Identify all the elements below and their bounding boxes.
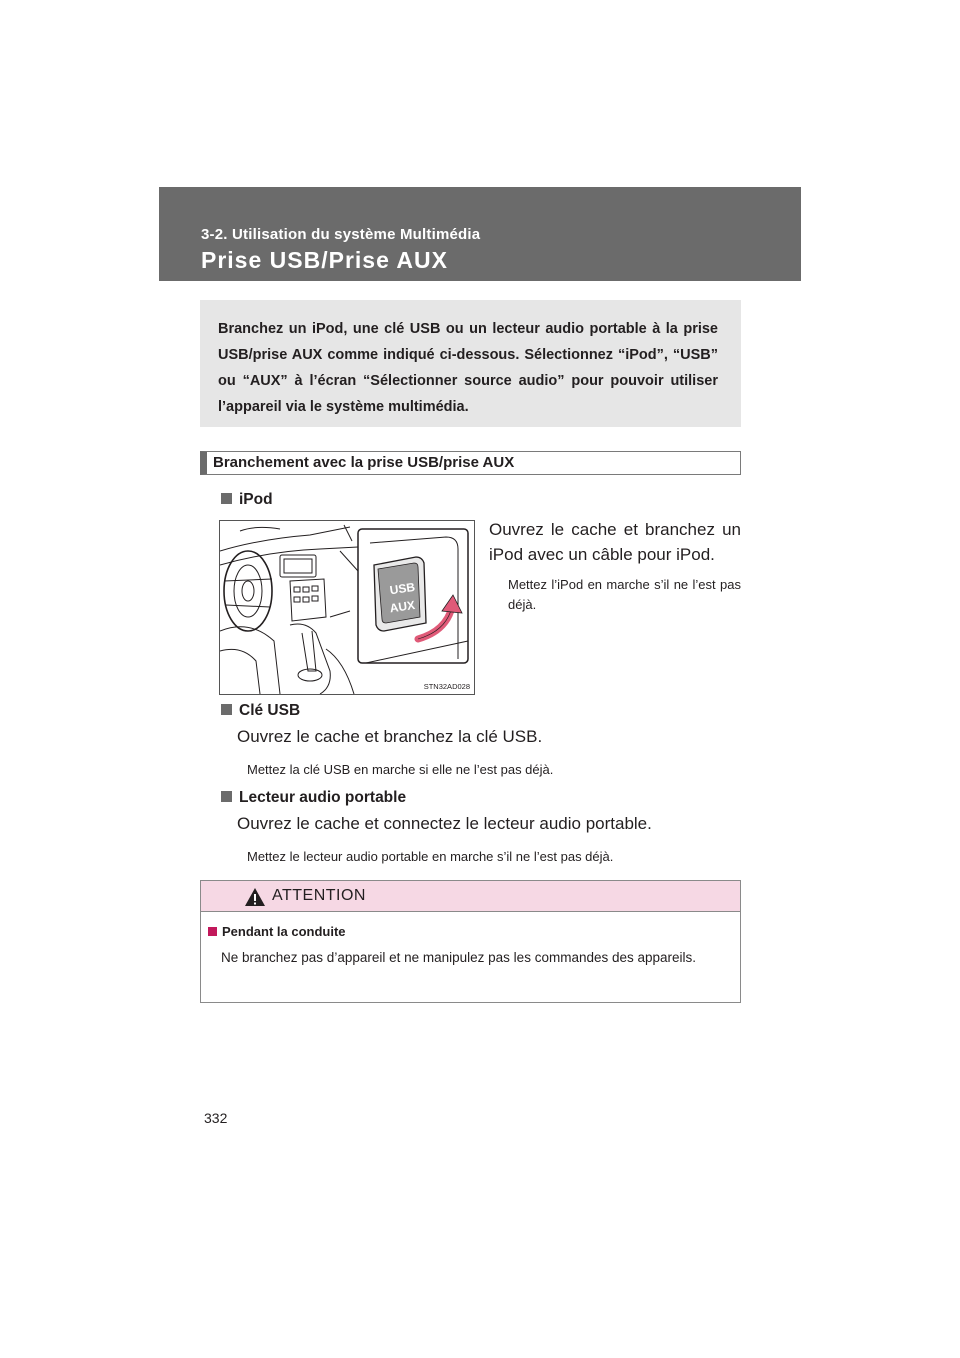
usb-heading xyxy=(221,702,300,720)
bullet-square-icon xyxy=(208,927,217,936)
portable-instruction: Ouvrez le cache et connectez le lecteur audio portable. xyxy=(237,814,652,833)
ipod-note: Mettez l’iPod en marche s’il ne l’est pas déjà. xyxy=(508,577,741,612)
aux-port-label: AUX xyxy=(388,597,416,616)
illustration-code: STN32AD028 xyxy=(423,682,470,691)
bullet-square-icon xyxy=(221,704,232,715)
ipod-instruction: Ouvrez le cache et branchez un iPod avec un câble pour iPod. xyxy=(489,520,741,564)
section-label: 3-2. Utilisation du système Multimédia xyxy=(201,226,481,243)
header-band xyxy=(159,187,801,281)
dashboard-usb-port-drawing xyxy=(220,521,474,694)
attention-text: Ne branchez pas d’appareil et ne manipulez pas les commandes des appareils. xyxy=(221,950,697,965)
page-title: Prise USB/Prise AUX xyxy=(201,247,448,273)
usb-note: Mettez la clé USB en marche si elle ne l’est pas déjà. xyxy=(247,762,554,777)
subsection-heading-text: Branchement avec la prise USB/prise AUX xyxy=(213,454,515,471)
warning-triangle-icon xyxy=(244,887,266,907)
bullet-square-icon xyxy=(221,791,232,802)
intro-box xyxy=(200,300,741,427)
subsection-heading xyxy=(200,451,741,475)
attention-title: ATTENTION xyxy=(272,887,366,904)
attention-header xyxy=(201,881,740,912)
portable-heading-text: Lecteur audio portable xyxy=(239,789,407,806)
ipod-heading xyxy=(221,491,273,509)
dashboard-illustration xyxy=(219,520,475,695)
usb-heading-text: Clé USB xyxy=(239,702,301,719)
attention-box xyxy=(200,880,741,1003)
usb-port-label: USB xyxy=(388,579,416,598)
usb-instruction: Ouvrez le cache et branchez la clé USB. xyxy=(237,727,543,746)
bullet-square-icon xyxy=(221,493,232,504)
intro-text: Branchez un iPod, une clé USB ou un lecteur audio portable à la prise USB/prise AUX comme indiqué ci-dessous. Sélectionnez “iPod”, “USB” ou “AUX” à l’écran “Sélectionner source audio” pour pouvoir utiliser l’appareil via le système multimédia. xyxy=(218,321,718,415)
portable-note: Mettez le lecteur audio portable en marche s’il ne l’est pas déjà. xyxy=(247,849,614,864)
attention-subheading-text: Pendant la conduite xyxy=(222,924,346,939)
attention-subheading xyxy=(208,924,346,939)
page-number: 332 xyxy=(204,1110,228,1126)
ipod-heading-text: iPod xyxy=(239,491,273,508)
portable-heading xyxy=(221,789,406,807)
